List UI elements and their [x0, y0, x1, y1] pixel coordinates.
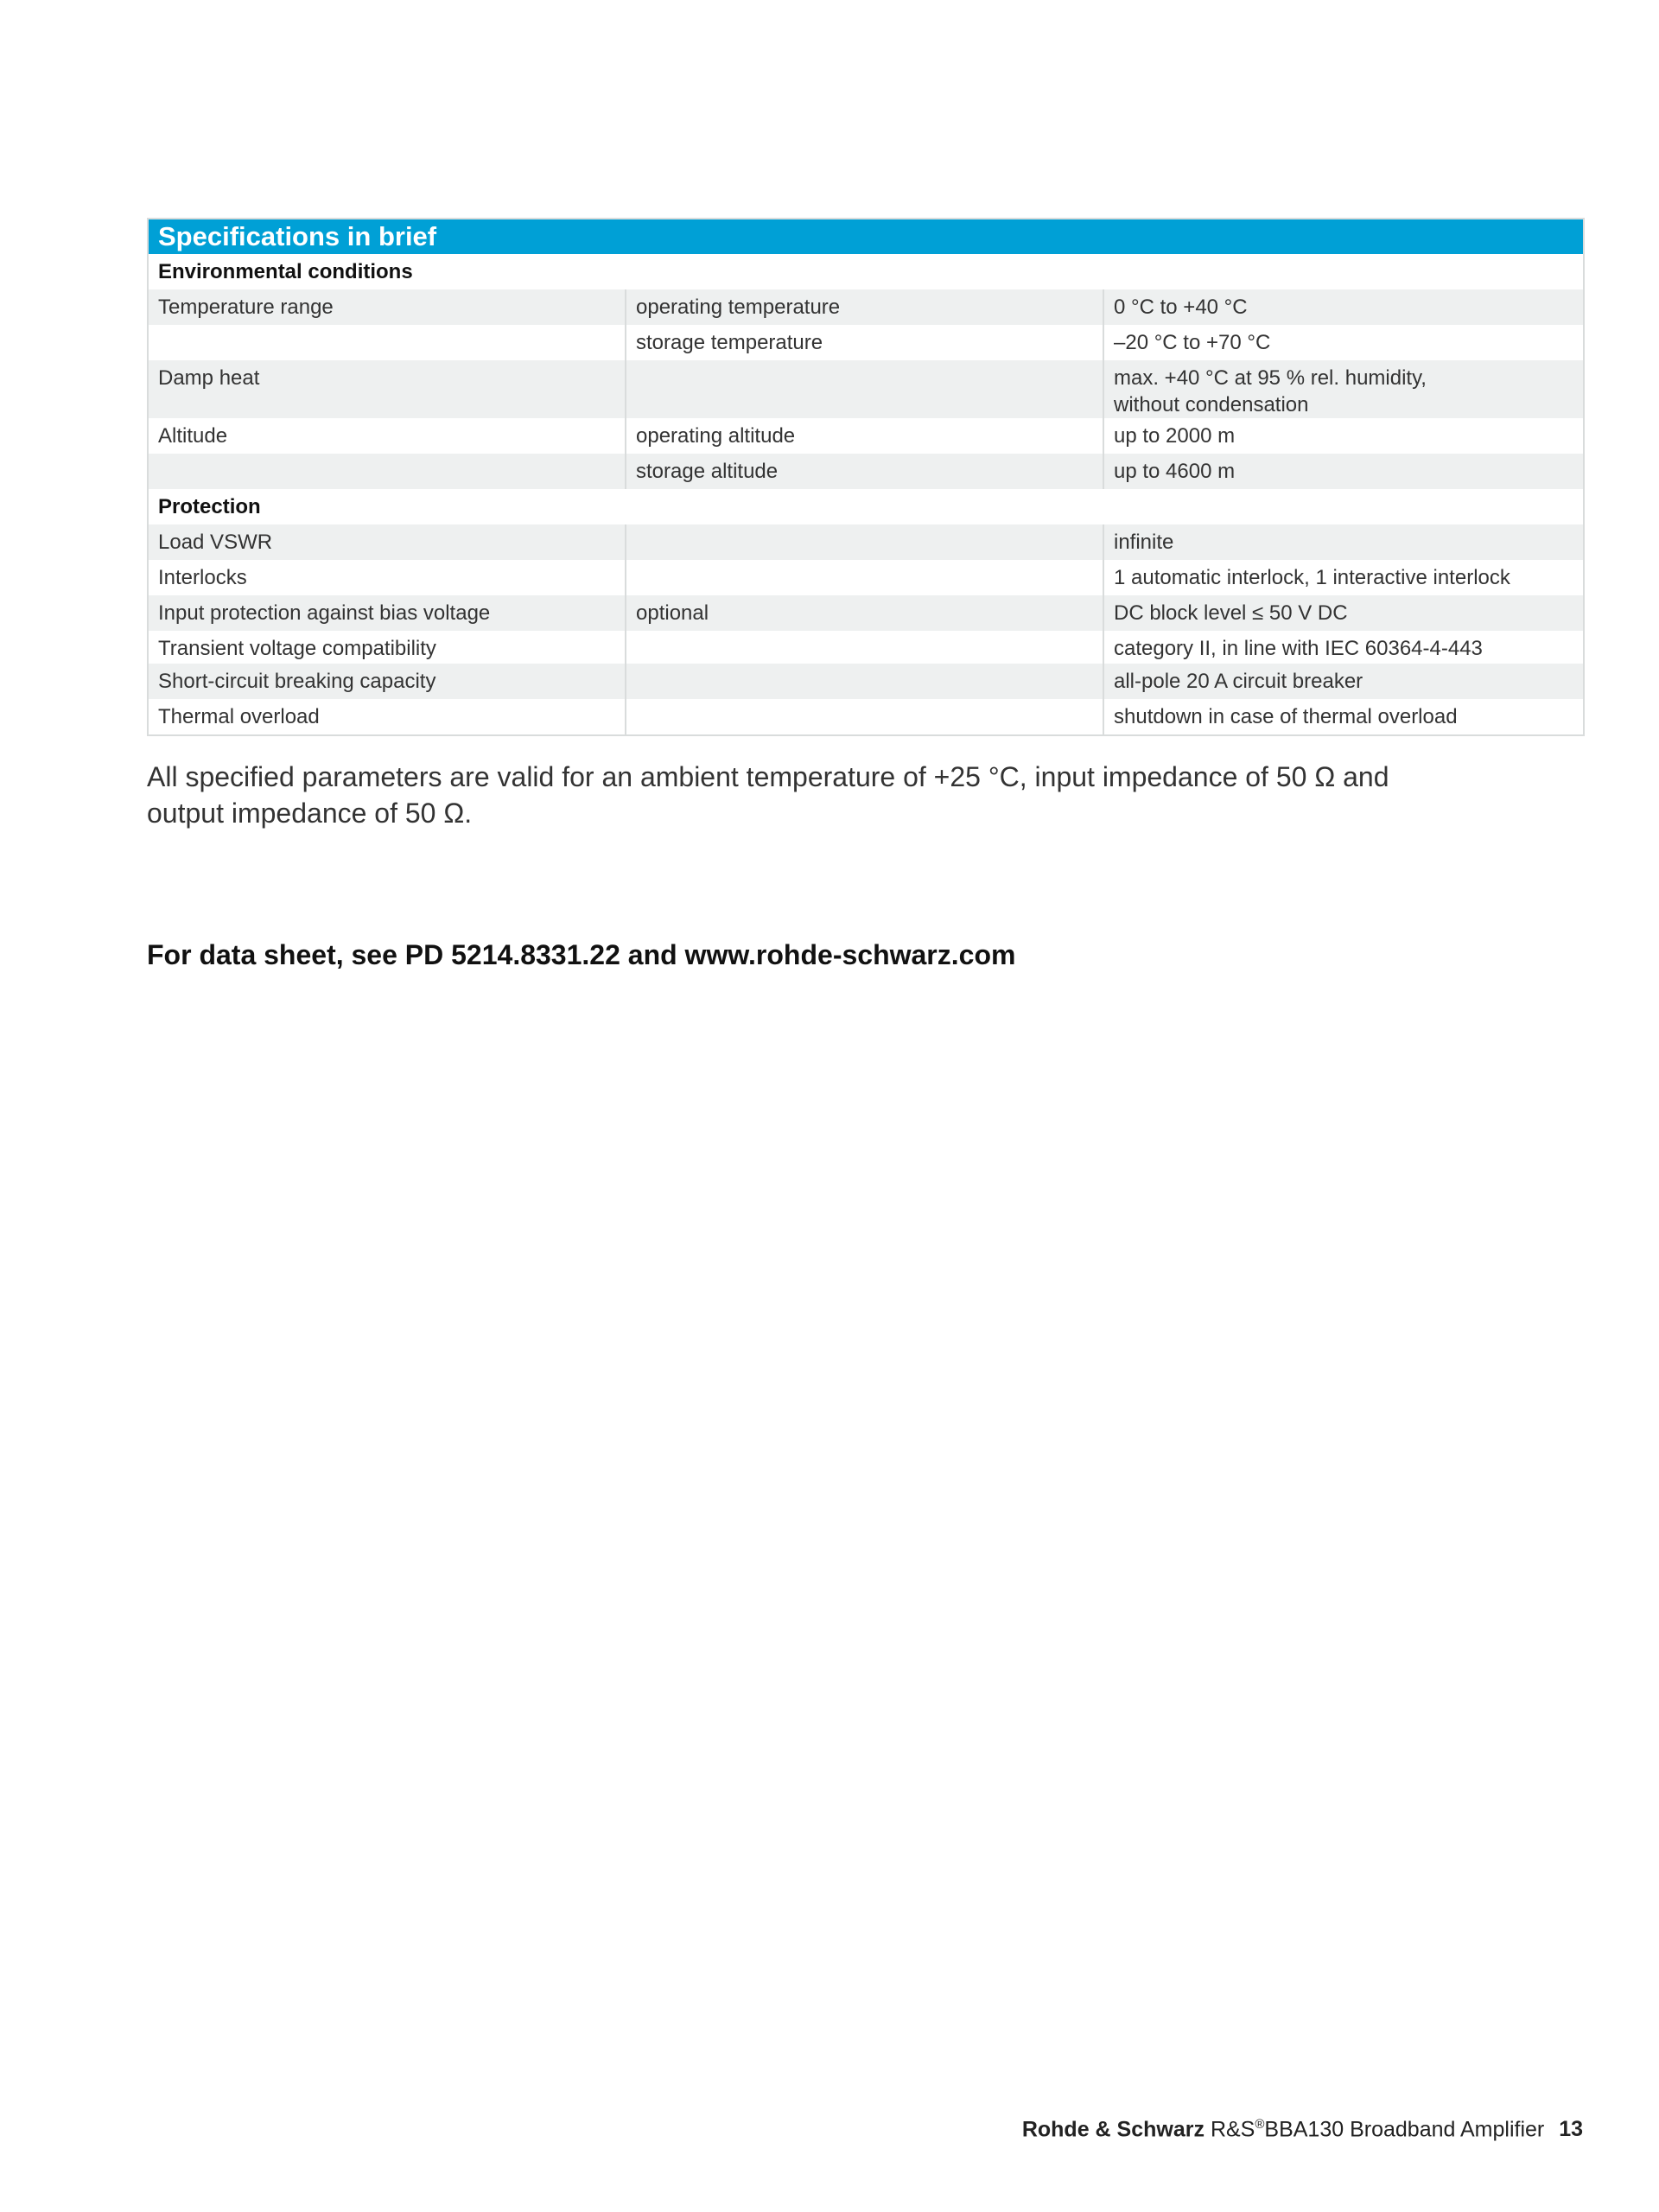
param-cell: Temperature range [149, 289, 626, 325]
value-cell: –20 °C to +70 °C [1114, 331, 1271, 354]
condition-cell [626, 699, 1104, 734]
note-line: All specified parameters are valid for an ambient temperature of +25 °C, input impedance of 50 Ω and [147, 761, 1389, 792]
table-title: Specifications in brief [149, 219, 1583, 254]
datasheet-reference: For data sheet, see PD 5214.8331.22 and www.rohde-schwarz.com [147, 939, 1016, 970]
param-cell: Thermal overload [149, 699, 626, 734]
section-heading-environmental: Environmental conditions [149, 254, 1583, 289]
param-cell: Short-circuit breaking capacity [149, 664, 626, 699]
note-line: output impedance of 50 Ω. [147, 798, 473, 829]
value-cell: infinite [1114, 531, 1174, 554]
value-cell: shutdown in case of thermal overload [1114, 705, 1458, 728]
table-row [149, 560, 1583, 595]
condition-cell [626, 524, 1104, 560]
condition-cell [626, 664, 1104, 699]
condition-cell: operating altitude [626, 418, 1104, 454]
table-row [149, 454, 1583, 489]
value-cell [1104, 360, 1583, 418]
condition-cell [626, 560, 1104, 595]
value-cell: DC block level ≤ 50 V DC [1114, 601, 1348, 625]
param-cell: Load VSWR [149, 524, 626, 560]
condition-cell: operating temperature [626, 289, 1104, 325]
footer-product-prefix: R&S [1210, 2117, 1255, 2142]
param-cell: Transient voltage compatibility [149, 631, 626, 664]
value-cell: 0 °C to +40 °C [1114, 296, 1248, 319]
condition-cell [626, 631, 1104, 664]
table-row [149, 699, 1583, 734]
value-cell: up to 2000 m [1114, 424, 1236, 448]
param-cell: Input protection against bias voltage [149, 595, 626, 631]
value-cell: up to 4600 m [1114, 460, 1236, 483]
value-cell: all-pole 20 A circuit breaker [1114, 670, 1363, 693]
param-cell: Altitude [149, 418, 626, 454]
value-cell: 1 automatic interlock, 1 interactive interlock [1114, 566, 1510, 589]
table-row [149, 664, 1583, 699]
param-cell: Damp heat [149, 360, 626, 418]
table-row [149, 325, 1583, 360]
table-row [149, 595, 1583, 631]
page-number: 13 [1559, 2117, 1583, 2142]
page-footer [1022, 2117, 1583, 2142]
table-row [149, 524, 1583, 560]
condition-cell: storage altitude [626, 454, 1104, 489]
table-row [149, 289, 1583, 325]
footer-product: BBA130 Broadband Amplifier [1264, 2117, 1545, 2142]
table-row [149, 418, 1583, 454]
footer-brand: Rohde & Schwarz [1021, 2117, 1205, 2142]
condition-cell: optional [626, 595, 1104, 631]
specifications-table [147, 218, 1585, 736]
registered-mark: ® [1255, 2117, 1265, 2132]
value-line: without condensation [1114, 393, 1309, 416]
parameters-note [147, 759, 1426, 831]
param-cell [149, 454, 626, 489]
param-cell: Interlocks [149, 560, 626, 595]
condition-cell [626, 360, 1104, 418]
value-cell: category II, in line with IEC 60364-4-443 [1114, 637, 1483, 660]
table-row [149, 360, 1583, 418]
section-heading-protection: Protection [149, 489, 1583, 524]
value-line: max. +40 °C at 95 % rel. humidity, [1114, 366, 1427, 390]
condition-cell: storage temperature [626, 325, 1104, 360]
param-cell [149, 325, 626, 360]
table-row [149, 631, 1583, 664]
